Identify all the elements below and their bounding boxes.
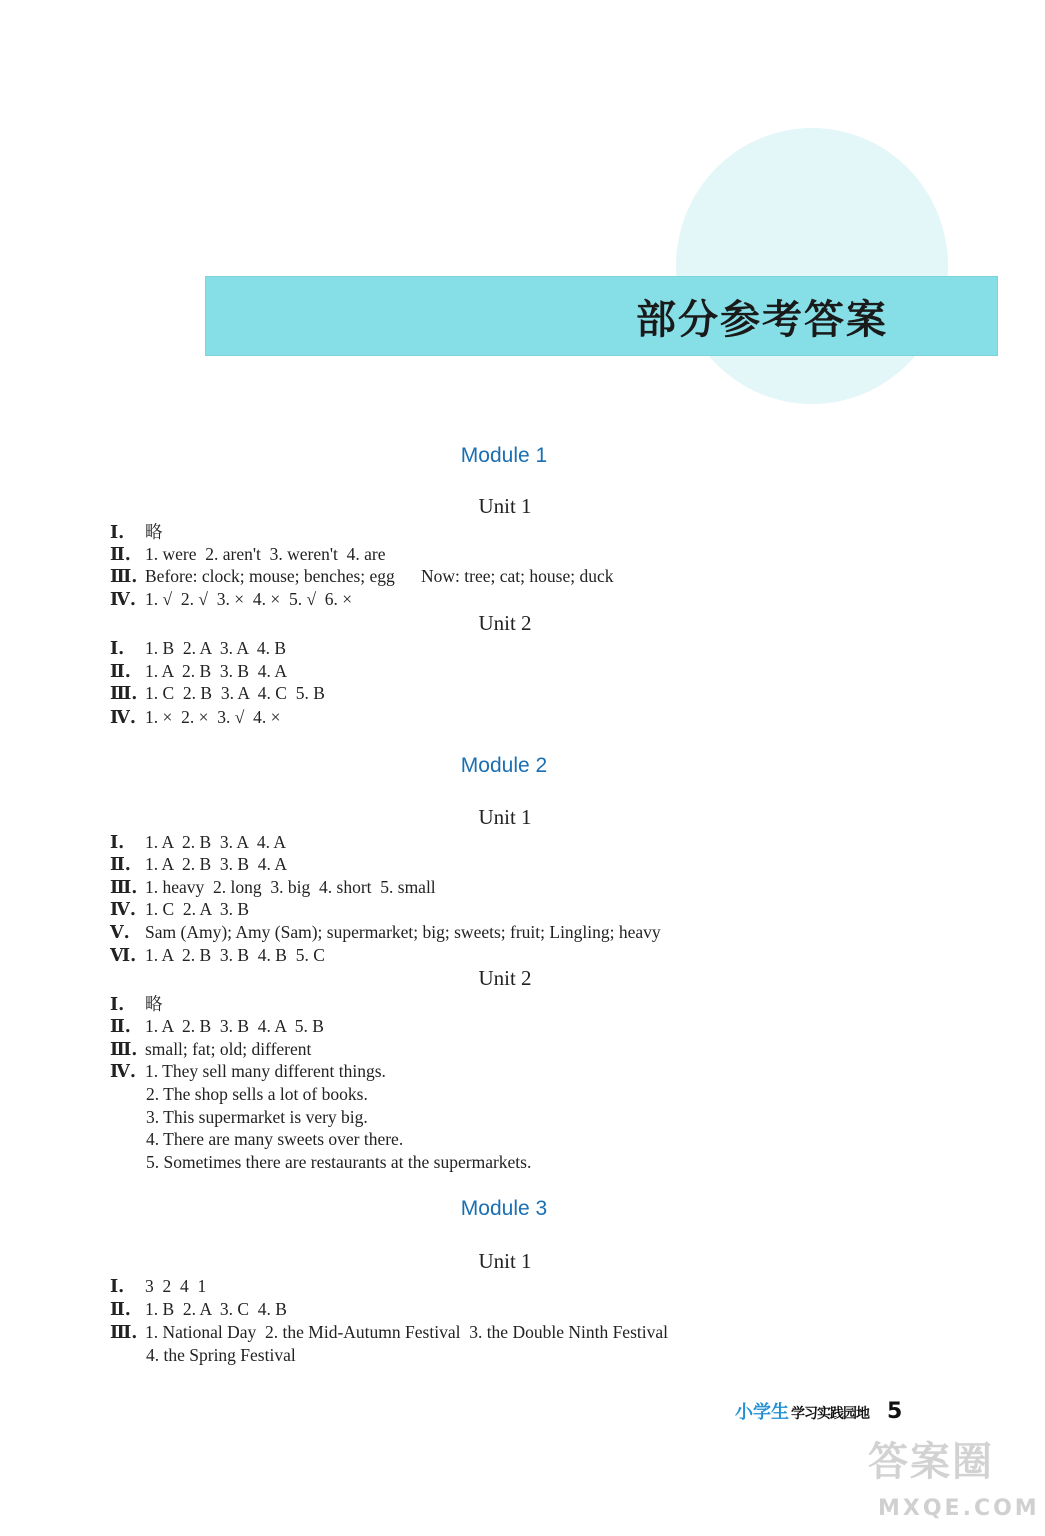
answer-text: 1. B 2. A 3. C 4. B [145, 1299, 287, 1319]
roman-numeral: Ⅱ. [110, 662, 131, 682]
answer-line [110, 660, 287, 683]
answer-line [110, 706, 280, 729]
answer-text: 4. the Spring Festival [146, 1345, 296, 1365]
answer-text: 1. A 2. B 3. B 4. A [145, 661, 287, 681]
answer-line [110, 588, 352, 611]
roman-numeral: Ⅱ. [110, 1017, 131, 1037]
answer-text: 2. The shop sells a lot of books. [146, 1084, 368, 1104]
answer-text: 1. B 2. A 3. A 4. B [145, 638, 287, 658]
roman-numeral: Ⅲ. [110, 1323, 138, 1343]
answer-line [110, 921, 661, 944]
answer-text: 略 [145, 522, 163, 542]
answer-line [110, 853, 287, 876]
answer-text: 1. A 2. B 3. B 4. A [145, 854, 287, 874]
roman-numeral: Ⅳ. [110, 708, 136, 728]
answer-line [146, 1151, 531, 1173]
answer-text: 1. A 2. B 3. B 4. A 5. B [145, 1016, 324, 1036]
answer-text: 1. × 2. × 3. √ 4. × [145, 707, 281, 727]
answer-text: 1. A 2. B 3. A 4. A [145, 832, 287, 852]
page-title: 部分参考答案 [636, 297, 888, 343]
answer-line [110, 565, 613, 588]
roman-numeral: Ⅱ. [110, 545, 131, 565]
answer-line [110, 682, 325, 705]
answer-text: Sam (Amy); Amy (Sam); supermarket; big; sweets; fruit; Lingling; heavy [145, 922, 661, 942]
answer-text: 略 [145, 994, 163, 1014]
roman-numeral: Ⅱ. [110, 1300, 131, 1320]
answer-line [146, 1128, 403, 1150]
answer-line [146, 1083, 368, 1105]
unit-title: Unit 1 [478, 1249, 532, 1273]
page-footer [735, 1398, 902, 1424]
roman-numeral: Ⅰ. [110, 523, 125, 543]
roman-numeral: Ⅰ. [110, 1277, 125, 1297]
answer-line [110, 876, 436, 899]
unit-title: Unit 1 [478, 494, 532, 518]
module-title: Module 3 [460, 1197, 548, 1220]
answer-line [110, 944, 325, 967]
answer-line [110, 1275, 206, 1298]
answer-text: 1. were 2. aren't 3. weren't 4. are [145, 544, 386, 564]
answer-line [110, 521, 163, 544]
title-banner [205, 276, 998, 356]
answer-line [110, 1015, 324, 1038]
answer-line [110, 1321, 668, 1344]
answer-text: 3 2 4 1 [145, 1276, 207, 1296]
answer-text: 3. This supermarket is very big. [146, 1107, 368, 1127]
watermark-logo: 答案圈 [868, 1439, 994, 1485]
answer-text: small; fat; old; different [145, 1039, 312, 1059]
answer-text: 5. Sometimes there are restaurants at the supermarkets. [146, 1152, 532, 1172]
answer-text: 1. √ 2. √ 3. × 4. × 5. √ 6. × [145, 589, 353, 609]
unit-title: Unit 2 [478, 966, 532, 990]
answer-line [110, 543, 386, 566]
answer-line [110, 993, 163, 1016]
answer-text: 1. C 2. A 3. B [145, 899, 250, 919]
roman-numeral: Ⅰ. [110, 995, 125, 1015]
module-title: Module 1 [460, 444, 548, 467]
answer-text: 1. They sell many different things. [145, 1061, 386, 1081]
answer-text: 1. heavy 2. long 3. big 4. short 5. small [145, 877, 436, 897]
answer-text: 4. There are many sweets over there. [146, 1129, 404, 1149]
brand-name: 小学生 [735, 1402, 789, 1423]
answer-line [110, 637, 286, 660]
page-number: 5 [887, 1399, 903, 1424]
answer-line [110, 1298, 287, 1321]
answer-line [110, 898, 249, 921]
unit-title: Unit 1 [478, 805, 532, 829]
roman-numeral: Ⅳ. [110, 900, 136, 920]
module-title: Module 2 [460, 754, 548, 777]
answer-line [146, 1344, 296, 1366]
roman-numeral: Ⅲ. [110, 567, 138, 587]
roman-numeral: Ⅲ. [110, 684, 138, 704]
roman-numeral: Ⅴ. [110, 923, 130, 943]
answer-text: Before: clock; mouse; benches; egg Now: tree; cat; house; duck [145, 566, 614, 586]
roman-numeral: Ⅳ. [110, 590, 136, 610]
answer-line [110, 1038, 311, 1061]
roman-numeral: Ⅳ. [110, 1062, 136, 1082]
roman-numeral: Ⅱ. [110, 855, 131, 875]
answer-text: 1. National Day 2. the Mid-Autumn Festival 3. the Double Ninth Festival [145, 1322, 668, 1342]
roman-numeral: Ⅵ. [110, 946, 137, 966]
answer-line [146, 1106, 368, 1128]
roman-numeral: Ⅰ. [110, 639, 125, 659]
roman-numeral: Ⅰ. [110, 833, 125, 853]
roman-numeral: Ⅲ. [110, 878, 138, 898]
brand-subtitle: 学习实践园地 [791, 1406, 869, 1422]
answer-line [110, 1060, 386, 1083]
roman-numeral: Ⅲ. [110, 1040, 138, 1060]
answer-text: 1. C 2. B 3. A 4. C 5. B [145, 683, 325, 703]
watermark-url: MXQE.COM [878, 1496, 1040, 1521]
answer-line [110, 831, 286, 854]
unit-title: Unit 2 [478, 611, 532, 635]
decorative-circle [676, 128, 948, 404]
answer-text: 1. A 2. B 3. B 4. B 5. C [145, 945, 325, 965]
